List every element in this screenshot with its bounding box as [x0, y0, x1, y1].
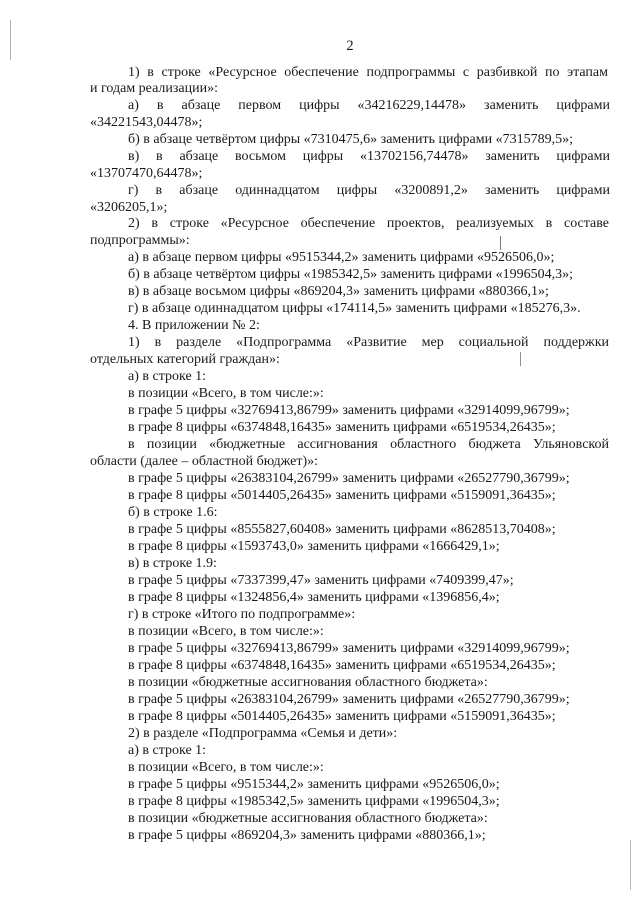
text-line: отдельных категорий граждан»: — [90, 352, 280, 367]
page-number: 2 — [346, 38, 354, 54]
text-line: в графе 8 цифры «1985342,5» заменить цифрами «1996504,3»; — [128, 794, 500, 809]
text-line: в графе 5 цифры «32769413,86799» заменить цифрами «32914099,96799»; — [128, 403, 570, 418]
text-line: в) в абзаце восьмом цифры «869204,3» заменить цифрами «880366,1»; — [128, 284, 549, 299]
text-line: в графе 5 цифры «32769413,86799» заменить цифрами «32914099,96799»; — [128, 641, 570, 656]
text-line: 2) в разделе «Подпрограмма «Семья и дети»: — [128, 726, 398, 741]
text-line: в графе 8 цифры «1593743,0» заменить цифрами «1666429,1»; — [128, 539, 500, 554]
text-line: в позиции «Всего, в том числе:»: — [128, 386, 324, 401]
text-line: в графе 5 цифры «869204,3» заменить цифрами «880366,1»; — [128, 828, 486, 843]
scan-mark — [520, 352, 521, 366]
text-line: б) в абзаце четвёртом цифры «1985342,5» заменить цифрами «1996504,3»; — [128, 267, 573, 282]
text-line: в графе 5 цифры «9515344,2» заменить цифрами «9526506,0»; — [128, 777, 500, 792]
text-line: в графе 8 цифры «6374848,16435» заменить цифрами «6519534,26435»; — [128, 658, 556, 673]
text-line: в графе 8 цифры «5014405,26435» заменить цифрами «5159091,36435»; — [128, 709, 556, 724]
text-line: в графе 8 цифры «1324856,4» заменить цифрами «1396856,4»; — [128, 590, 500, 605]
text-line: в графе 5 цифры «8555827,60408» заменить цифрами «8628513,70408»; — [128, 522, 556, 537]
text-line: б) в строке 1.6: — [128, 505, 218, 520]
scan-mark — [500, 236, 501, 250]
text-line: в графе 5 цифры «26383104,26799» заменить цифрами «26527790,36799»; — [128, 692, 570, 707]
text-line: в графе 8 цифры «6374848,16435» заменить цифрами «6519534,26435»; — [128, 420, 556, 435]
text-line: г) в строке «Итого по подпрограмме»: — [128, 607, 356, 622]
text-line: в) в абзаце восьмом цифры «13702156,74478» заменить цифрами — [128, 149, 610, 164]
text-line: 1) в разделе «Подпрограмма «Развитие мер социальной поддержки — [128, 335, 609, 350]
text-line: в позиции «бюджетные ассигнования областного бюджета»: — [128, 675, 488, 690]
scan-mark — [10, 20, 11, 60]
text-line: 2) в строке «Ресурсное обеспечение проектов, реализуемых в составе — [128, 216, 609, 231]
text-line: а) в абзаце первом цифры «34216229,14478» заменить цифрами — [128, 98, 610, 113]
text-line: «13707470,64478»; — [90, 166, 203, 181]
text-line: «3206205,1»; — [90, 200, 168, 215]
text-line: в графе 5 цифры «7337399,47» заменить цифрами «7409399,47»; — [128, 573, 514, 588]
text-line: в) в строке 1.9: — [128, 556, 217, 571]
text-line: а) в строке 1: — [128, 369, 207, 384]
text-line: в позиции «Всего, в том числе:»: — [128, 760, 324, 775]
text-line: в графе 8 цифры «5014405,26435» заменить цифрами «5159091,36435»; — [128, 488, 556, 503]
text-line: и годам реализации»: — [90, 81, 218, 96]
text-line: в графе 5 цифры «26383104,26799» заменить цифрами «26527790,36799»; — [128, 471, 570, 486]
text-line: области (далее – областной бюджет)»: — [90, 454, 318, 469]
scan-mark — [630, 840, 631, 890]
text-line: г) в абзаце одиннадцатом цифры «174114,5» заменить цифрами «185276,3». — [128, 301, 581, 316]
text-line: б) в абзаце четвёртом цифры «7310475,6» заменить цифрами «7315789,5»; — [128, 132, 573, 147]
text-line: подпрограммы»: — [90, 233, 190, 248]
text-line: в позиции «Всего, в том числе:»: — [128, 624, 324, 639]
text-line: 1) в строке «Ресурсное обеспечение подпрограммы с разбивкой по этапам — [128, 65, 608, 80]
text-line: г) в абзаце одиннадцатом цифры «3200891,2» заменить цифрами — [128, 183, 610, 198]
text-line: в позиции «бюджетные ассигнования областного бюджета Ульяновской — [128, 437, 609, 452]
text-line: в позиции «бюджетные ассигнования областного бюджета»: — [128, 811, 488, 826]
text-line: «34221543,04478»; — [90, 115, 203, 130]
text-line: а) в строке 1: — [128, 743, 207, 758]
text-line: 4. В приложении № 2: — [128, 318, 260, 333]
text-line: а) в абзаце первом цифры «9515344,2» заменить цифрами «9526506,0»; — [128, 250, 555, 265]
